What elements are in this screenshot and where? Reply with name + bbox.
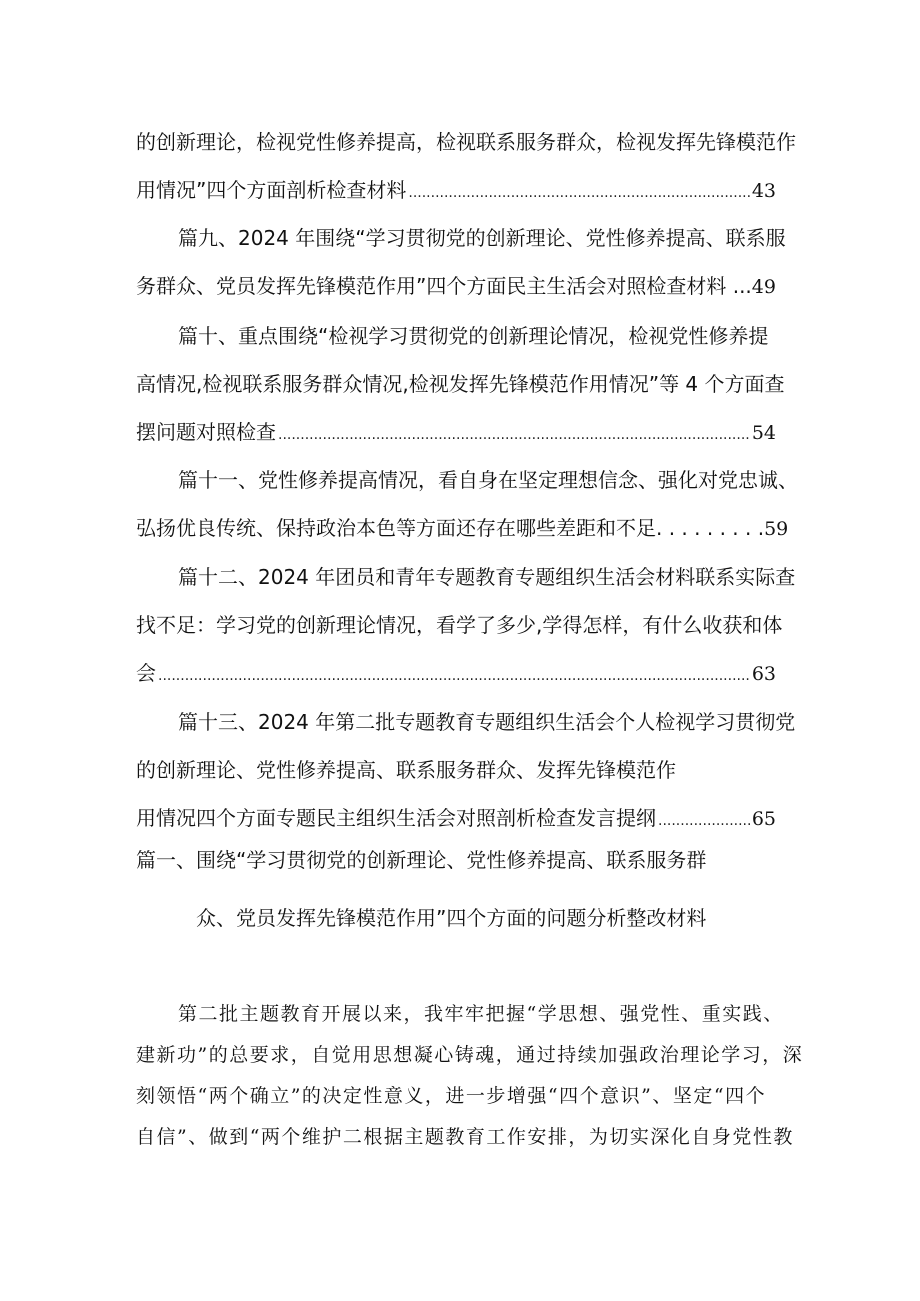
toc-line: [136, 408, 776, 456]
toc-text: 篇十、重点围绕“检视学习贯彻党的创新理论情况，检视党性修养提: [178, 324, 769, 348]
leader-dots: [278, 408, 750, 459]
body-line: 第二批主题教育开展以来，我牢牢把握“学思想、强党性、重实践、: [178, 1003, 784, 1025]
body-line: 建新功”的总要求，自觉用思想凝心铸魂，通过持续加强政治理论学习，深: [136, 1044, 804, 1066]
toc-text: 的创新理论、党性修养提高、联系服务群众、发挥先锋模范作: [136, 758, 676, 782]
toc-line: [136, 746, 776, 794]
page-number: 43: [751, 180, 776, 202]
toc-line: [136, 360, 785, 408]
toc-line: [136, 649, 776, 697]
toc-text: 弘扬优良传统、保持政治本色等方面还存在哪些差距和不足. . . . . . . . .: [136, 516, 765, 540]
toc-line: [136, 166, 776, 214]
page-number: 54: [751, 422, 776, 444]
toc-line: [136, 601, 783, 649]
toc-text: 篇十一、党性修养提高情况，看自身在坚定理想信念、强化对党忠诚、: [178, 468, 798, 492]
toc-line: [136, 214, 786, 262]
toc-text: 务群众、党员发挥先锋模范作用”四个方面民主生活会对照检查材料 ...: [136, 274, 752, 298]
toc-text: 的创新理论，检视党性修养提高，检视联系服务群众，检视发挥先锋模范作: [136, 130, 796, 154]
toc-entry-12: [136, 553, 796, 697]
toc-line: [136, 312, 776, 360]
toc-text: 篇十三、2024 年第二批专题教育专题组织生活会个人检视学习贯彻党: [178, 710, 796, 734]
page-number: 49: [751, 276, 776, 298]
article-body: [136, 994, 804, 1158]
toc-text: 会: [136, 661, 156, 685]
toc-text: 高情况,检视联系服务群众情况,检视发挥先锋模范作用情况”等 4 个方面查: [136, 372, 785, 396]
toc-entry-8: [136, 118, 796, 214]
toc-line: [136, 553, 796, 601]
toc-entry-13: [136, 698, 796, 842]
toc-text: 篇九、2024 年围绕“学习贯彻党的创新理论、党性修养提高、联系服: [178, 226, 786, 250]
toc-text: 用情况四个方面专题民主组织生活会对照剖析检查发言提纲: [136, 806, 656, 830]
toc-text: 找不足：学习党的创新理论情况，看学了多少,学得怎样，有什么收获和体: [136, 613, 783, 637]
toc-entry-9: [136, 214, 786, 310]
toc-entry-10: [136, 312, 785, 456]
toc-text: 篇十二、2024 年团员和青年专题教育专题组织生活会材料联系实际查: [178, 565, 796, 589]
body-line: 自信”、做到“两个维护二根据主题教育工作安排，为切实深化自身党性教: [136, 1126, 794, 1148]
toc-entry-11: [136, 456, 798, 552]
toc-text: 摆问题对照检查: [136, 420, 276, 444]
page-number: 65: [751, 808, 776, 830]
body-line: 刻领悟“两个确立”的决定性意义，进一步增强“四个意识”、坚定“四个: [136, 1085, 767, 1107]
toc-line: [136, 794, 776, 842]
toc-text: 用情况”四个方面剖析检查材料: [136, 178, 407, 202]
toc-line: [136, 504, 789, 552]
leader-dots: [158, 649, 750, 700]
article-title-line1: 篇一、围绕“学习贯彻党的创新理论、党性修养提高、联系服务群: [136, 848, 707, 872]
leader-dots: [408, 166, 749, 217]
toc-line: [136, 698, 796, 746]
leader-dots: [658, 794, 750, 845]
page-number: 59: [764, 518, 789, 540]
article-title-line2: 众、党员发挥先锋模范作用”四个方面的问题分析整改材料: [196, 906, 707, 930]
toc-line: [136, 262, 776, 310]
page-number: 63: [751, 663, 776, 685]
toc-line: [136, 456, 798, 504]
toc-line: [136, 118, 796, 166]
